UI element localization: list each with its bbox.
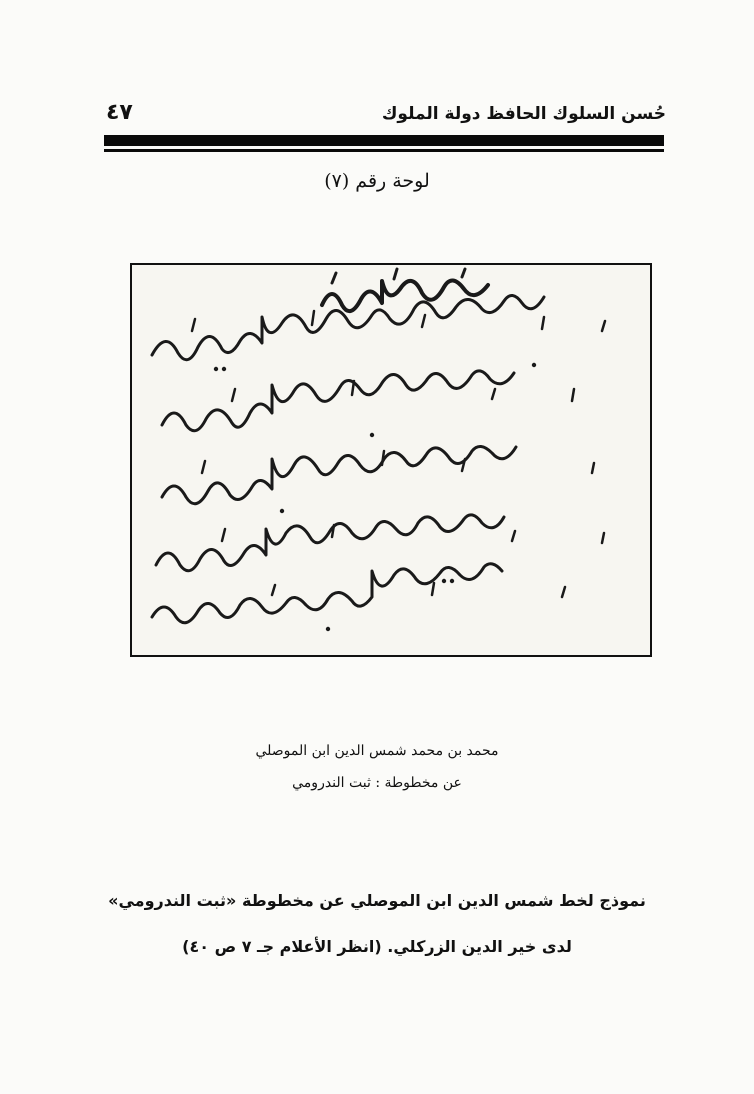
caption-source: عن مخطوطة : ثبت الندرومي bbox=[292, 775, 462, 791]
header-rule-thin bbox=[104, 149, 664, 152]
caption-author: محمد بن محمد شمس الدين ابن الموصلي bbox=[255, 743, 499, 759]
handwritten-arabic-manuscript-icon bbox=[132, 265, 650, 655]
header-book-title: حُسن السلوك الحافظ دولة الملوك bbox=[381, 104, 666, 124]
footer-note-line-1: نموذج لخط شمس الدين ابن الموصلي عن مخطوطة «ثبت الندرومي» bbox=[108, 891, 646, 910]
page-number: ٤٧ bbox=[106, 100, 133, 125]
manuscript-image bbox=[130, 263, 652, 657]
plate-label: لوحة رقم (٧) bbox=[324, 170, 430, 192]
footer-note-line-2: لدى خير الدين الزركلي. (انظر الأعلام جـ ٧ ص ٤٠) bbox=[182, 937, 572, 956]
header-rule-thick bbox=[104, 135, 664, 146]
